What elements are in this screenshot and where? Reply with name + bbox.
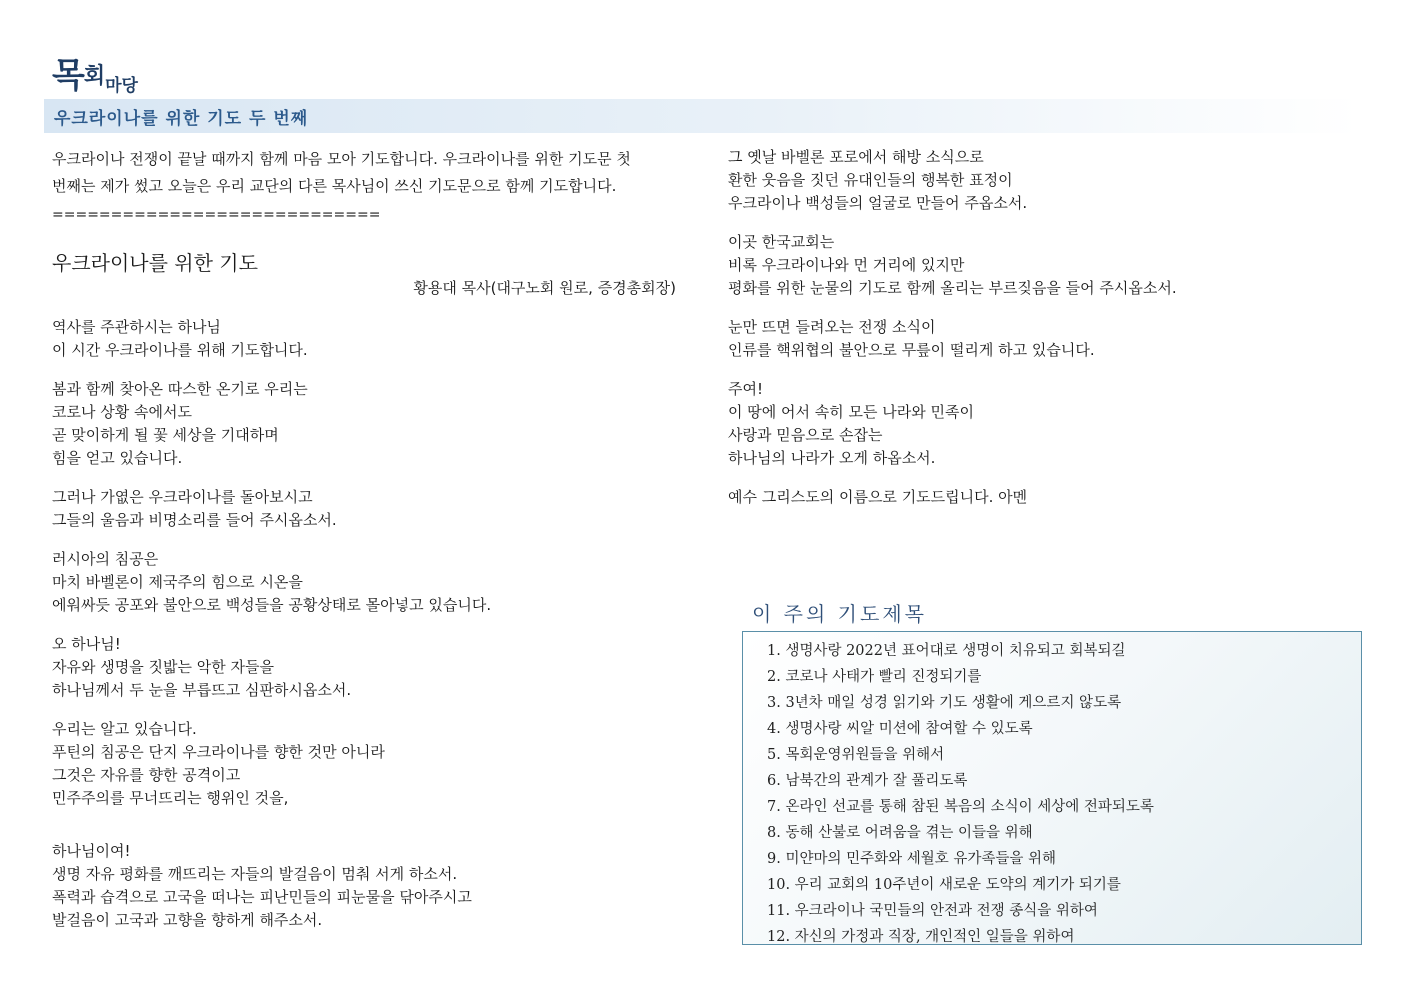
stanza-line: 민주주의를 무너뜨리는 행위인 것을, [52,789,289,807]
prayer-topic-item: 10. 우리 교회의 10주년이 새로운 도약의 계기가 되기를 [767,877,1121,893]
stanza [52,633,676,702]
stanza-line: 환한 웃음을 짓던 유대인들의 행복한 표정이 [728,171,1013,189]
prayer-topic-item: 7. 온라인 선교를 통해 참된 복음의 소식이 세상에 전파되도록 [767,799,1154,815]
stanza-line: 러시아의 침공은 [52,550,159,568]
stanza-line: 코로나 상황 속에서도 [52,403,192,421]
stanza-line: 우크라이나 백성들의 얼굴로 만들어 주옵소서. [728,194,1028,212]
page-title: 우크라이나를 위한 기도 두 번째 [54,109,309,129]
section-logo [52,48,138,97]
stanza-line: 역사를 주관하시는 하나님 [52,318,221,336]
stanza-line: 하나님께서 두 눈을 부릅뜨고 심판하시옵소서. [52,681,352,699]
prayer-topic-item: 12. 자신의 가정과 직장, 개인적인 일들을 위하여 [767,929,1075,945]
stanza-line: 발걸음이 고국과 고향을 향하게 해주소서. [52,911,323,929]
logo-char-1: 목 [52,56,84,96]
stanza-line: 인류를 핵위협의 불안으로 무릎이 떨리게 하고 있습니다. [728,341,1095,359]
stanza-line: 눈만 뜨면 들려오는 전쟁 소식이 [728,318,936,336]
prayer-topic-item: 8. 동해 산불로 어려움을 겪는 이들을 위해 [767,825,1033,841]
logo-char-3: 마당 [105,76,138,96]
prayer-topic-item: 5. 목회운영위원들을 위해서 [767,747,945,763]
stanza [52,840,676,932]
intro-line-2: 번째는 제가 썼고 오늘은 우리 교단의 다른 목사님이 쓰신 기도문으로 함께 기도합니다. [52,177,617,195]
stanza-line: 그들의 울음과 비명소리를 들어 주시옵소서. [52,511,337,529]
stanza [728,486,1328,509]
stanza-line: 그 옛날 바벨론 포로에서 해방 소식으로 [728,148,984,166]
stanza-line: 에워싸듯 공포와 불안으로 백성들을 공황상태로 몰아넣고 있습니다. [52,596,492,614]
prayer-author: 황용대 목사(대구노회 원로, 증경총회장) [413,279,676,297]
stanza-line: 그러나 가엾은 우크라이나를 돌아보시고 [52,488,313,506]
stanza-line: 생명 자유 평화를 깨뜨리는 자들의 발걸음이 멈춰 서게 하소서. [52,865,458,883]
stanza [52,718,676,810]
prayer-topic-item: 11. 우크라이나 국민들의 안전과 전쟁 종식을 위하여 [767,903,1098,919]
right-column [728,146,1328,509]
title-bar [44,99,1360,133]
stanza [52,548,676,617]
stanza [728,378,1328,470]
stanza-line: 하나님의 나라가 오게 하옵소서. [728,449,936,467]
stanza-line: 주여! [728,380,763,398]
stanza [728,146,1328,215]
stanza-line: 푸틴의 침공은 단지 우크라이나를 향한 것만 아니라 [52,743,385,761]
logo-char-2: 회 [83,63,106,89]
stanza [52,378,676,470]
separator: ============================ [52,207,381,223]
stanza-line: 이 땅에 어서 속히 모든 나라와 민족이 [728,403,974,421]
stanza-line: 이곳 한국교회는 [728,233,835,251]
prayer-topic-item: 9. 미얀마의 민주화와 세월호 유가족들을 위해 [767,851,1057,867]
stanza-line: 마치 바벨론이 제국주의 힘으로 시온을 [52,573,303,591]
prayer-topic-item: 2. 코로나 사태가 빨리 진정되기를 [767,669,982,685]
prayer-topics-list [743,632,1361,950]
prayer-topics-title: 이 주의 기도제목 [752,602,927,626]
stanza [728,316,1328,362]
prayer-topic-item: 1. 생명사랑 2022년 표어대로 생명이 치유되고 회복되길 [767,643,1126,659]
stanza-line: 오 하나님! [52,635,121,653]
stanza-line: 비록 우크라이나와 먼 거리에 있지만 [728,256,965,274]
stanza-line: 평화를 위한 눈물의 기도로 함께 올리는 부르짖음을 들어 주시옵소서. [728,279,1177,297]
prayer-title: 우크라이나를 위한 기도 [52,251,258,275]
stanza [728,231,1328,300]
stanza-line: 사랑과 믿음으로 손잡는 [728,426,883,444]
stanza-line: 이 시간 우크라이나를 위해 기도합니다. [52,341,308,359]
stanza-line: 자유와 생명을 짓밟는 악한 자들을 [52,658,274,676]
intro-paragraph [52,146,676,200]
stanza-line: 우리는 알고 있습니다. [52,720,197,738]
stanza-line: 힘을 얻고 있습니다. [52,449,183,467]
stanza-line: 곧 맞이하게 될 꽃 세상을 기대하며 [52,426,279,444]
stanza-line: 예수 그리스도의 이름으로 기도드립니다. 아멘 [728,488,1028,506]
prayer-topic-item: 6. 남북간의 관계가 잘 풀리도록 [767,773,968,789]
prayer-topic-item: 3. 3년차 매일 성경 읽기와 기도 생활에 게으르지 않도록 [767,695,1122,711]
stanza [52,486,676,532]
stanza-line: 폭력과 습격으로 고국을 떠나는 피난민들의 피눈물을 닦아주시고 [52,888,472,906]
stanza-line: 봄과 함께 찾아온 따스한 온기로 우리는 [52,380,308,398]
intro-line-1: 우크라이나 전쟁이 끝날 때까지 함께 마음 모아 기도합니다. 우크라이나를 위한 기도문 첫 [52,150,631,168]
prayer-topic-item: 4. 생명사랑 씨알 미션에 참여할 수 있도록 [767,721,1033,737]
stanza [52,316,676,362]
left-column [52,146,676,932]
stanza-line: 하나님이여! [52,842,131,860]
prayer-topics-box [742,631,1362,945]
stanza-line: 그것은 자유를 향한 공격이고 [52,766,241,784]
